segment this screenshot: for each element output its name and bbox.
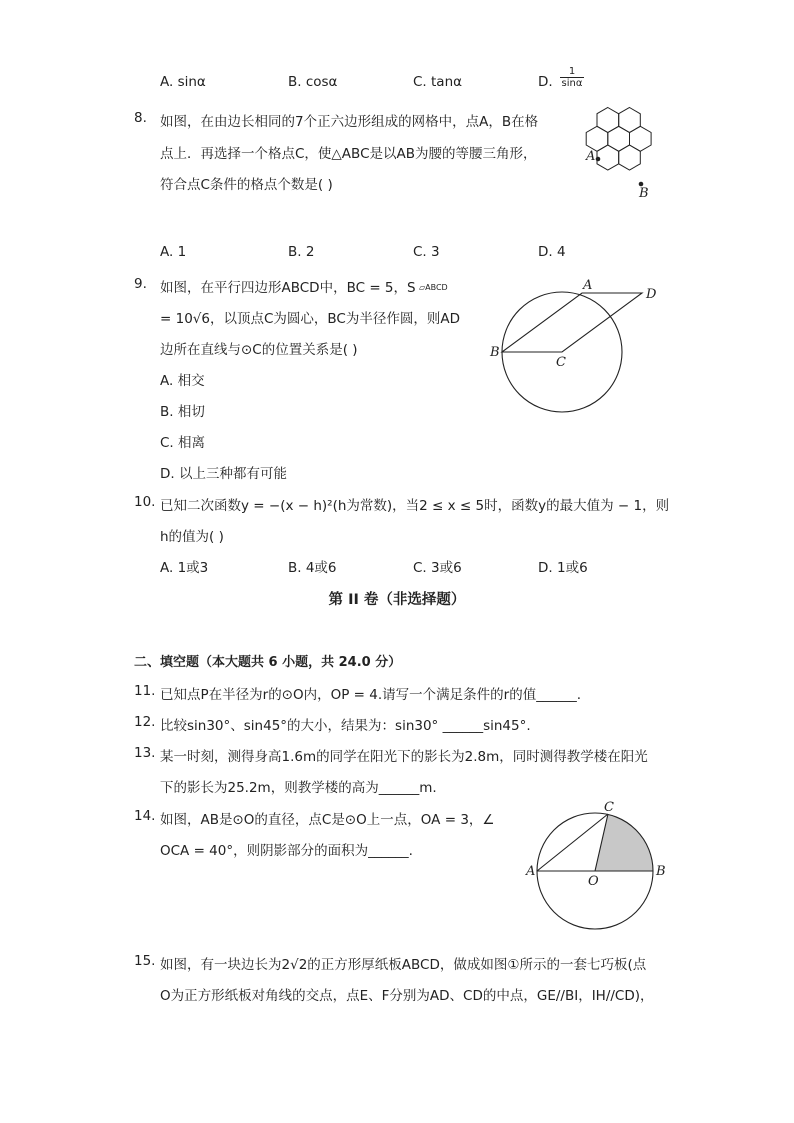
q8-option-a: A. 1 bbox=[160, 244, 187, 260]
q14-line-1: 如图，AB是⊙O的直径，点C是⊙O上一点，OA = 3，∠ bbox=[160, 812, 495, 828]
q9-line-1: 如图，在平行四边形ABCD中，BC = 5，S bbox=[160, 280, 416, 296]
q9-area-subscript: ▱ABCD bbox=[419, 283, 448, 292]
q10-option-c: C. 3或6 bbox=[413, 560, 462, 576]
q12-text: 比较sin30°、sin45°的大小，结果为：sin30° ______sin45°. bbox=[160, 718, 531, 734]
q10-option-d: D. 1或6 bbox=[538, 560, 588, 576]
q10-line-1: 已知二次函数y = −(x − h)²(h为常数)，当2 ≤ x ≤ 5时，函数y的最大值为 − 1，则 bbox=[160, 498, 670, 514]
q10-line-2: h的值为( ) bbox=[160, 529, 224, 545]
label-d: D bbox=[646, 287, 657, 302]
hexagon-cell bbox=[619, 108, 641, 133]
q14-line-2: OCA = 40°，则阴影部分的面积为______. bbox=[160, 843, 413, 859]
label-a: A bbox=[586, 149, 596, 164]
q7-option-d-fraction bbox=[560, 66, 584, 89]
q15-line-2: O为正方形纸板对角线的交点，点E、F分别为AD、CD的中点，GE//BI，IH//CD)， bbox=[160, 988, 654, 1004]
q8-line-2: 点上．再选择一个格点C，使△ABC是以AB为腰的等腰三角形， bbox=[160, 146, 537, 162]
fraction-numerator: 1 bbox=[568, 66, 576, 77]
q8-option-d: D. 4 bbox=[538, 244, 566, 260]
q13-line-2: 下的影长为25.2m，则教学楼的高为______m. bbox=[160, 780, 437, 796]
q12-number: 12. bbox=[134, 714, 156, 730]
q9-line-2: = 10√6，以顶点C为圆心，BC为半径作圆，则AD bbox=[160, 311, 460, 327]
q14-circle-sector-figure bbox=[526, 800, 666, 924]
q8-hexagon-figure bbox=[568, 104, 668, 200]
q8-line-3: 符合点C条件的格点个数是( ) bbox=[160, 177, 333, 193]
label-o: O bbox=[588, 874, 599, 889]
q9-option-c: C. 相离 bbox=[160, 435, 206, 451]
hexagon-cell bbox=[597, 108, 619, 133]
q9-option-a: A. 相交 bbox=[160, 373, 205, 389]
q8-line-1: 如图，在由边长相同的7个正六边形组成的网格中，点A，B在格 bbox=[160, 114, 539, 130]
q14-number: 14. bbox=[134, 808, 156, 824]
q9-option-b: B. 相切 bbox=[160, 404, 205, 420]
q11-number: 11. bbox=[134, 683, 156, 699]
label-b: B bbox=[490, 345, 500, 360]
label-b: B bbox=[639, 186, 649, 201]
fraction-denominator: sinα bbox=[561, 78, 583, 89]
fill-in-section-heading: 二、填空题（本大题共 6 小题，共 24.0 分） bbox=[134, 655, 402, 670]
hexagon-cell bbox=[630, 126, 652, 151]
q10-option-b: B. 4或6 bbox=[288, 560, 337, 576]
q7-option-b: B. cosα bbox=[288, 74, 338, 90]
q8-option-b: B. 2 bbox=[288, 244, 315, 260]
part-two-heading: 第 II 卷（非选择题） bbox=[328, 592, 466, 608]
hexagon-cell bbox=[608, 126, 630, 151]
q7-option-c: C. tanα bbox=[413, 74, 463, 90]
q7-option-a: A. sinα bbox=[160, 74, 206, 90]
q8-option-c: C. 3 bbox=[413, 244, 440, 260]
q13-line-1: 某一时刻，测得身高1.6m的同学在阳光下的影长为2.8m，同时测得教学楼在阳光 bbox=[160, 749, 648, 765]
hexagon-cell bbox=[586, 126, 608, 151]
q9-option-d: D. 以上三种都有可能 bbox=[160, 466, 287, 482]
q15-line-1: 如图，有一块边长为2√2的正方形厚纸板ABCD，做成如图①所示的一套七巧板(点 bbox=[160, 957, 647, 973]
label-c: C bbox=[556, 355, 566, 370]
q10-number: 10. bbox=[134, 494, 156, 510]
q9-number: 9. bbox=[134, 276, 147, 292]
q7-option-d: D. bbox=[538, 74, 553, 90]
q9-line-3: 边所在直线与⊙C的位置关系是( ) bbox=[160, 342, 358, 358]
hexagon-cell bbox=[597, 145, 619, 170]
q10-option-a: A. 1或3 bbox=[160, 560, 209, 576]
label-c: C bbox=[604, 800, 614, 815]
label-a: A bbox=[583, 278, 593, 293]
q13-number: 13. bbox=[134, 745, 156, 761]
q9-parallelogram-circle-figure bbox=[486, 278, 666, 418]
label-a: A bbox=[526, 864, 536, 879]
point-a-dot bbox=[596, 157, 601, 162]
hexagon-cell bbox=[619, 145, 641, 170]
q15-number: 15. bbox=[134, 953, 156, 969]
q8-number: 8. bbox=[134, 110, 147, 126]
q11-text: 已知点P在半径为r的⊙O内，OP = 4.请写一个满足条件的r的值______. bbox=[160, 687, 582, 703]
label-b: B bbox=[656, 864, 666, 879]
